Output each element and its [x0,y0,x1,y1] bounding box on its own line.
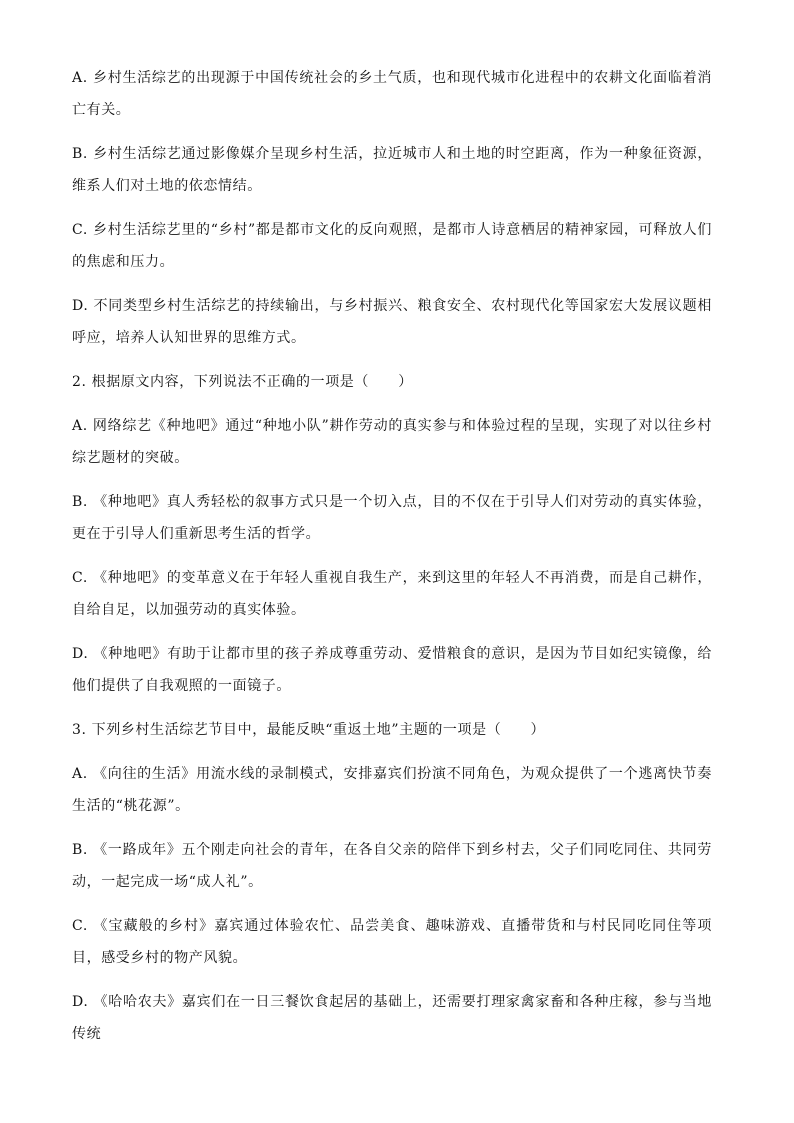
q2-option-d: D. 《种地吧》有助于让都市里的孩子养成尊重劳动、爱惜粮食的意识，是因为节目如纪实镜像，给他们提供了自我观照的一面镜子。 [72,646,712,694]
q1-option-a: A. 乡村生活综艺的出现源于中国传统社会的乡土气质，也和现代城市化进程中的农耕文化面临着消亡有关。 [72,70,712,118]
q3-option-c: C. 《宝藏般的乡村》嘉宾通过体验农忙、品尝美食、趣味游戏、直播带货和与村民同吃同住等项目，感受乡村的物产风貌。 [72,918,712,966]
q3-option-d: D. 《哈哈农夫》嘉宾们在一日三餐饮食起居的基础上，还需要打理家禽家畜和各种庄稼，参与当地传统 [72,994,712,1042]
q2-option-b: B. 《种地吧》真人秀轻松的叙事方式只是一个切入点，目的不仅在于引导人们对劳动的真实体验，更在于引导人们重新思考生活的哲学。 [72,494,712,542]
q2-option-c: C. 《种地吧》的变革意义在于年轻人重视自我生产，来到这里的年轻人不再消费，而是自己耕作，自给自足，以加强劳动的真实体验。 [72,570,712,618]
q1-option-c: C. 乡村生活综艺里的“乡村”都是都市文化的反向观照，是都市人诗意栖居的精神家园，可释放人们的焦虑和压力。 [72,222,712,270]
q3-stem: 3. 下列乡村生活综艺节目中，最能反映“重返土地”主题的一项是（ ） [72,722,546,738]
q3-option-b: B. 《一路成年》五个刚走向社会的青年，在各自父亲的陪伴下到乡村去，父子们同吃同住、共同劳动，一起完成一场“成人礼”。 [72,842,712,890]
q1-option-b: B. 乡村生活综艺通过影像媒介呈现乡村生活，拉近城市人和土地的时空距离，作为一种象征资源，维系人们对土地的依恋情结。 [72,146,712,194]
q1-option-d: D. 不同类型乡村生活综艺的持续输出，与乡村振兴、粮食安全、农村现代化等国家宏大发展议题相呼应，培养人认知世界的思维方式。 [72,298,712,346]
q2-option-a: A. 网络综艺《种地吧》通过“种地小队”耕作劳动的真实参与和体验过程的呈现，实现了对以往乡村综艺题材的突破。 [72,418,712,466]
q2-stem: 2. 根据原文内容，下列说法不正确的一项是（ ） [72,374,413,390]
q3-option-a: A. 《向往的生活》用流水线的录制模式，安排嘉宾们扮演不同角色，为观众提供了一个逃离快节奏生活的“桃花源”。 [72,766,712,814]
